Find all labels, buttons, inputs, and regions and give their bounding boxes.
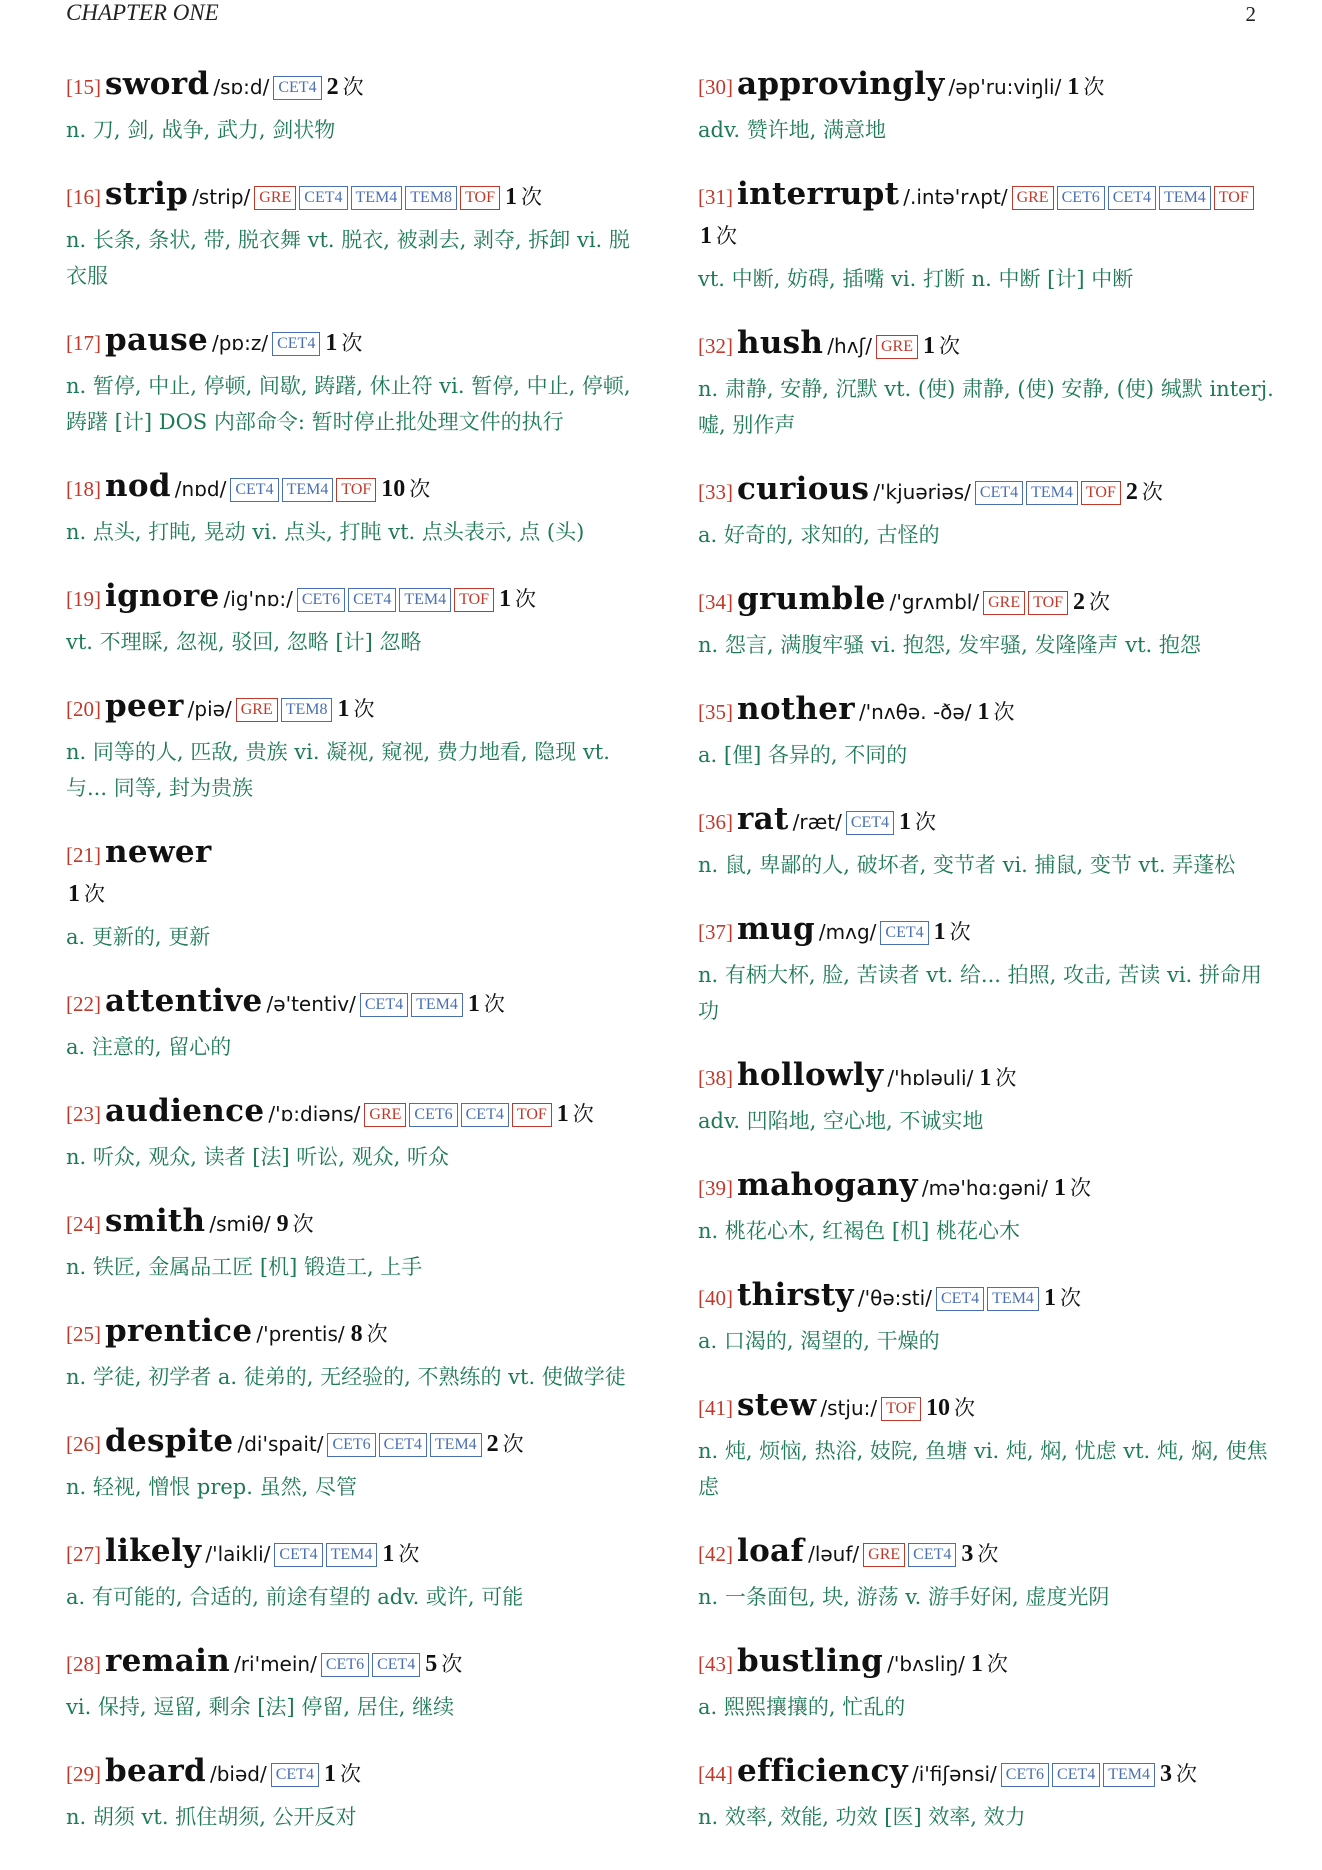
vocab-entry [66, 1093, 644, 1175]
exam-tag: TEM4 [351, 186, 403, 210]
entry-frequency: 1 [323, 1761, 336, 1787]
frequency-unit: 次 [939, 334, 960, 358]
entry-definition: a. 有可能的, 合适的, 前途有望的 adv. 或许, 可能 [66, 1585, 524, 1609]
entry-index: [23] [66, 1102, 101, 1126]
entry-phonetic: /ræt/ [792, 810, 842, 834]
entry-frequency: 1 [499, 586, 512, 612]
entry-word: thirsty [737, 1277, 854, 1313]
exam-tag: TEM4 [430, 1433, 482, 1457]
vocab-entry [698, 325, 1276, 443]
frequency-unit: 次 [84, 882, 105, 906]
entry-definition: n. 鼠, 卑鄙的人, 破坏者, 变节者 vi. 捕鼠, 变节 vt. 弄蓬松 [698, 853, 1236, 877]
entry-index: [15] [66, 75, 101, 99]
frequency-unit: 次 [398, 1542, 420, 1566]
frequency-unit: 次 [915, 810, 937, 834]
entry-headword-line [66, 66, 644, 108]
exam-tag: CET4 [273, 76, 321, 100]
exam-tag: TOF [881, 1397, 921, 1421]
entry-frequency: 2 [486, 1431, 499, 1457]
entry-definition: vi. 保持, 逗留, 剩余 [法] 停留, 居住, 继续 [66, 1695, 455, 1719]
vocab-entry [66, 176, 644, 294]
exam-tag: TOF [1028, 591, 1068, 615]
entry-phonetic: /piə/ [187, 697, 232, 721]
entry-phonetic: /ə'tentiv/ [266, 992, 356, 1016]
entry-phonetic: /sɒ:d/ [213, 75, 270, 99]
entry-phonetic: /pɒ:z/ [211, 331, 269, 355]
entry-index: [36] [698, 810, 733, 834]
entry-phonetic: /'bʌsliŋ/ [887, 1652, 965, 1676]
vocab-entry [698, 691, 1276, 773]
entry-definition: n. 怨言, 满腹牢骚 vi. 抱怨, 发牢骚, 发隆隆声 vt. 抱怨 [698, 633, 1201, 657]
entry-phonetic: /ləuf/ [808, 1542, 860, 1566]
entry-definition: n. 一条面包, 块, 游荡 v. 游手好闲, 虚度光阴 [698, 1585, 1110, 1609]
exam-tag: TOF [1081, 481, 1121, 505]
entry-index: [38] [698, 1066, 733, 1090]
exam-tag: TEM8 [405, 186, 457, 210]
entry-frequency: 1 [979, 1065, 992, 1091]
entry-word: smith [105, 1203, 206, 1239]
entry-phonetic: /strip/ [192, 185, 251, 209]
frequency-unit: 次 [1083, 75, 1105, 99]
entry-frequency: 1 [382, 1541, 395, 1567]
entry-frequency: 1 [556, 1101, 569, 1127]
entry-index: [44] [698, 1762, 733, 1786]
entry-phonetic: /stju:/ [820, 1396, 878, 1420]
entry-definition: vt. 不理睬, 忽视, 驳回, 忽略 [计] 忽略 [66, 630, 422, 654]
entry-definition: a. 注意的, 留心的 [66, 1035, 232, 1059]
vocab-entry [698, 176, 1276, 297]
exam-tag: TEM4 [1159, 186, 1211, 210]
frequency-unit: 次 [949, 920, 971, 944]
entry-frequency: 1 [970, 1651, 983, 1677]
entry-index: [26] [66, 1432, 101, 1456]
frequency-unit: 次 [409, 477, 431, 501]
entry-headword-line [698, 1057, 1276, 1099]
entry-headword-line [698, 471, 1276, 513]
exam-tag: CET4 [1052, 1763, 1100, 1787]
entry-index: [39] [698, 1176, 733, 1200]
frequency-unit: 次 [483, 992, 505, 1016]
entry-index: [42] [698, 1542, 733, 1566]
frequency-unit: 次 [993, 700, 1015, 724]
entry-word: hollowly [737, 1057, 884, 1093]
entry-word: loaf [737, 1533, 805, 1569]
entry-headword-line [66, 1093, 644, 1135]
exam-tag: CET4 [975, 481, 1023, 505]
page-header [66, 0, 1256, 30]
entry-word: despite [105, 1423, 234, 1459]
entry-frequency: 1 [977, 699, 990, 725]
exam-tag: CET6 [321, 1653, 369, 1677]
entry-definition: a. 更新的, 更新 [66, 925, 211, 949]
vocab-entry [66, 983, 644, 1065]
entry-frequency: 1 [467, 991, 480, 1017]
exam-tag: CET4 [1108, 186, 1156, 210]
vocab-entry [66, 468, 644, 550]
entry-frequency: 1 [1067, 74, 1080, 100]
exam-tag: GRE [254, 186, 296, 210]
entry-phonetic: /ri'mein/ [234, 1652, 317, 1676]
entry-headword-line [698, 1533, 1276, 1575]
frequency-unit: 次 [986, 1652, 1008, 1676]
entry-headword-line [66, 578, 644, 620]
entry-index: [41] [698, 1396, 733, 1420]
frequency-unit: 次 [292, 1212, 314, 1236]
exam-tag: TOF [460, 186, 500, 210]
entry-headword-line [66, 1313, 644, 1355]
frequency-unit: 次 [1089, 590, 1111, 614]
exam-tag: TEM4 [987, 1287, 1039, 1311]
exam-tag: CET4 [461, 1103, 509, 1127]
frequency-unit: 次 [341, 331, 363, 355]
entry-word: likely [105, 1533, 202, 1569]
vocab-entry [66, 1313, 644, 1395]
entry-phonetic: /i'fiʃənsi/ [911, 1762, 997, 1786]
entry-frequency: 10 [381, 476, 406, 502]
vocab-entry [66, 1533, 644, 1615]
entry-headword-line [66, 322, 644, 364]
entry-word: remain [105, 1643, 231, 1679]
entry-word: strip [105, 176, 189, 212]
frequency-unit: 次 [521, 185, 542, 209]
vocab-entry [698, 1277, 1276, 1359]
entry-word: mug [737, 911, 815, 947]
entry-index: [37] [698, 920, 733, 944]
left-column [66, 66, 644, 1863]
frequency-unit: 次 [716, 224, 737, 248]
vocab-entry [66, 1753, 644, 1835]
entry-headword-line [698, 176, 1276, 257]
entry-headword-line [698, 66, 1276, 108]
entry-word: sword [105, 66, 210, 102]
entry-phonetic: /'laikli/ [205, 1542, 271, 1566]
entry-word: audience [105, 1093, 265, 1129]
exam-tag: CET4 [230, 478, 278, 502]
frequency-unit: 次 [954, 1396, 976, 1420]
exam-tag: CET4 [908, 1543, 956, 1567]
entry-headword-line [698, 801, 1276, 843]
entry-index: [24] [66, 1212, 101, 1236]
entry-frequency: 1 [505, 184, 517, 210]
entry-definition: n. 同等的人, 匹敌, 贵族 vi. 凝视, 窥视, 费力地看, 隐现 vt. 与... 同等, 封为贵族 [66, 740, 610, 800]
entry-phonetic: /'nʌθə. -ðə/ [858, 700, 972, 724]
vocab-entry [66, 1423, 644, 1505]
vocab-entry [698, 1643, 1276, 1725]
entry-index: [35] [698, 700, 733, 724]
frequency-unit: 次 [515, 587, 537, 611]
frequency-unit: 次 [353, 697, 375, 721]
entry-definition: a. 熙熙攘攘的, 忙乱的 [698, 1695, 906, 1719]
frequency-unit: 次 [342, 75, 364, 99]
entry-word: beard [105, 1753, 206, 1789]
vocab-entry [66, 688, 644, 806]
entry-phonetic: /ig'nɒ:/ [223, 587, 293, 611]
entry-headword-line [698, 1167, 1276, 1209]
chapter-title: CHAPTER ONE [66, 0, 219, 25]
entry-word: approvingly [737, 66, 945, 102]
exam-tag: TOF [336, 478, 376, 502]
entry-phonetic: /mʌg/ [818, 920, 877, 944]
entry-phonetic: /smiθ/ [209, 1212, 271, 1236]
exam-tag: GRE [236, 698, 278, 722]
entry-phonetic: /di'spait/ [237, 1432, 324, 1456]
entry-headword-line [698, 691, 1276, 733]
exam-tag: TOF [512, 1103, 552, 1127]
entry-frequency: 1 [68, 881, 80, 907]
entry-frequency: 3 [1160, 1761, 1173, 1787]
entry-phonetic: /'prentis/ [256, 1322, 345, 1346]
vocab-entry [698, 1753, 1276, 1835]
entry-word: ignore [105, 578, 220, 614]
frequency-unit: 次 [366, 1322, 388, 1346]
entry-word: nother [737, 691, 855, 727]
entry-phonetic: /hʌʃ/ [827, 334, 872, 358]
entry-definition: a. [俚] 各异的, 不同的 [698, 743, 908, 767]
entry-frequency: 1 [899, 809, 912, 835]
entry-definition: n. 炖, 烦恼, 热浴, 妓院, 鱼塘 vi. 炖, 焖, 忧虑 vt. 炖, 焖, 使焦虑 [698, 1439, 1268, 1499]
entry-word: hush [737, 325, 824, 361]
entry-definition: n. 肃静, 安静, 沉默 vt. (使) 肃静, (使) 安静, (使) 缄默 interj. 嘘, 别作声 [698, 377, 1274, 437]
exam-tag: CET6 [297, 588, 345, 612]
vocab-entry [698, 801, 1276, 883]
entry-word: bustling [737, 1643, 884, 1679]
exam-tag: CET4 [299, 186, 347, 210]
entry-definition: n. 有柄大杯, 脸, 苦读者 vt. 给... 拍照, 攻击, 苦读 vi. 拼命用功 [698, 963, 1262, 1023]
entry-word: stew [737, 1387, 817, 1423]
exam-tag: GRE [983, 591, 1025, 615]
entry-word: grumble [737, 581, 886, 617]
vocab-entry [698, 1057, 1276, 1139]
entry-word: nod [105, 468, 171, 504]
entry-index: [17] [66, 331, 101, 355]
vocab-entry [698, 1533, 1276, 1615]
exam-tag: CET4 [936, 1287, 984, 1311]
entry-definition: n. 胡须 vt. 抓住胡须, 公开反对 [66, 1805, 357, 1829]
entry-index: [18] [66, 477, 101, 501]
entry-frequency: 1 [700, 223, 712, 249]
exam-tag: CET4 [379, 1433, 427, 1457]
exam-tag: CET4 [348, 588, 396, 612]
entry-definition: n. 轻视, 憎恨 prep. 虽然, 尽管 [66, 1475, 357, 1499]
entry-definition: n. 长条, 条状, 带, 脱衣舞 vt. 脱衣, 被剥去, 剥夺, 拆卸 vi. 脱衣服 [66, 228, 630, 288]
entry-frequency: 2 [1073, 589, 1086, 615]
entry-definition: vt. 中断, 妨碍, 插嘴 vi. 打断 n. 中断 [计] 中断 [698, 267, 1134, 291]
entry-phonetic: /'θə:sti/ [857, 1286, 932, 1310]
right-column [698, 66, 1276, 1863]
vocab-entry [698, 1167, 1276, 1249]
entry-frequency: 5 [425, 1651, 438, 1677]
exam-tag: CET6 [409, 1103, 457, 1127]
entry-word: pause [105, 322, 208, 358]
exam-tag: TEM4 [399, 588, 451, 612]
exam-tag: TEM4 [411, 993, 463, 1017]
entry-headword-line [698, 325, 1276, 367]
frequency-unit: 次 [977, 1542, 999, 1566]
entry-word: efficiency [737, 1753, 908, 1789]
exam-tag: CET4 [274, 1543, 322, 1567]
entry-headword-line [66, 1423, 644, 1465]
entry-headword-line [66, 468, 644, 510]
exam-tag: CET4 [271, 1763, 319, 1787]
exam-tag: GRE [863, 1543, 905, 1567]
entry-definition: n. 效率, 效能, 功效 [医] 效率, 效力 [698, 1805, 1026, 1829]
entry-index: [40] [698, 1286, 733, 1310]
entry-index: [31] [698, 185, 733, 209]
entry-phonetic: /mə'hɑ:gəni/ [921, 1176, 1048, 1200]
entry-definition: adv. 赞许地, 满意地 [698, 118, 887, 142]
entry-index: [28] [66, 1652, 101, 1676]
entry-definition: adv. 凹陷地, 空心地, 不诚实地 [698, 1109, 984, 1133]
exam-tag: TEM4 [1103, 1763, 1155, 1787]
frequency-unit: 次 [572, 1102, 594, 1126]
entry-headword-line [698, 1753, 1276, 1795]
entry-headword-line [66, 1203, 644, 1245]
entry-definition: n. 听众, 观众, 读者 [法] 听讼, 观众, 听众 [66, 1145, 450, 1169]
entry-frequency: 2 [1125, 479, 1138, 505]
exam-tag: GRE [1012, 186, 1054, 210]
entry-definition: a. 好奇的, 求知的, 古怪的 [698, 523, 940, 547]
exam-tag: CET4 [880, 921, 928, 945]
entry-headword-line [698, 1643, 1276, 1685]
vocab-entry [698, 471, 1276, 553]
entry-definition: a. 口渴的, 渴望的, 干燥的 [698, 1329, 940, 1353]
entry-frequency: 1 [933, 919, 946, 945]
exam-tag: CET6 [1001, 1763, 1049, 1787]
vocab-entry [66, 322, 644, 440]
entry-word: rat [737, 801, 789, 837]
entry-headword-line [66, 688, 644, 730]
entry-index: [29] [66, 1762, 101, 1786]
entry-index: [30] [698, 75, 733, 99]
vocab-entry [66, 1643, 644, 1725]
entry-phonetic: /'ɒ:diəns/ [268, 1102, 361, 1126]
entry-frequency: 2 [326, 74, 339, 100]
entry-frequency: 1 [337, 696, 350, 722]
entry-word: attentive [105, 983, 263, 1019]
entry-index: [32] [698, 334, 733, 358]
entry-index: [27] [66, 1542, 101, 1566]
entry-definition: n. 刀, 剑, 战争, 武力, 剑状物 [66, 118, 336, 142]
frequency-unit: 次 [995, 1066, 1017, 1090]
entry-index: [34] [698, 590, 733, 614]
entry-definition: n. 暂停, 中止, 停顿, 间歇, 踌躇, 休止符 vi. 暂停, 中止, 停顿, 踌躇 [计] DOS 内部命令: 暂时停止批处理文件的执行 [66, 374, 631, 434]
entry-headword-line [66, 834, 644, 915]
entry-index: [16] [66, 185, 101, 209]
entry-phonetic: /biəd/ [210, 1762, 267, 1786]
frequency-unit: 次 [1141, 480, 1163, 504]
entry-index: [20] [66, 697, 101, 721]
entry-headword-line [66, 1643, 644, 1685]
entry-phonetic: /'hɒləuli/ [887, 1066, 974, 1090]
entry-phonetic: /əp'ru:viŋli/ [948, 75, 1062, 99]
entry-frequency: 3 [961, 1541, 974, 1567]
exam-tag: CET4 [360, 993, 408, 1017]
exam-tag: CET4 [372, 1653, 420, 1677]
entry-headword-line [66, 176, 644, 218]
frequency-unit: 次 [441, 1652, 463, 1676]
exam-tag: TOF [454, 588, 494, 612]
entry-headword-line [698, 1387, 1276, 1429]
exam-tag: GRE [364, 1103, 406, 1127]
entry-word: newer [105, 834, 212, 870]
entry-phonetic: /nɒd/ [174, 477, 227, 501]
exam-tag: TEM4 [282, 478, 334, 502]
vocab-entry [66, 578, 644, 660]
vocab-entry [66, 1203, 644, 1285]
vocab-entry [698, 1387, 1276, 1505]
entry-phonetic: /'kjuəriəs/ [873, 480, 971, 504]
frequency-unit: 次 [339, 1762, 361, 1786]
entry-index: [19] [66, 587, 101, 611]
entry-definition: n. 点头, 打盹, 晃动 vi. 点头, 打盹 vt. 点头表示, 点 (头) [66, 520, 585, 544]
entry-word: mahogany [737, 1167, 918, 1203]
entry-frequency: 1 [1053, 1175, 1066, 1201]
exam-tag: GRE [876, 335, 918, 359]
entry-word: curious [737, 471, 870, 507]
entry-frequency: 1 [1043, 1285, 1056, 1311]
exam-tag: TOF [1214, 186, 1254, 210]
entry-index: [33] [698, 480, 733, 504]
entry-index: [22] [66, 992, 101, 1016]
vocab-entry [698, 66, 1276, 148]
vocab-entry [698, 581, 1276, 663]
exam-tag: CET4 [846, 811, 894, 835]
entry-frequency: 10 [926, 1395, 951, 1421]
entry-phonetic: /'grʌmbl/ [889, 590, 980, 614]
entry-frequency: 9 [276, 1211, 289, 1237]
entry-headword-line [66, 1753, 644, 1795]
vocab-entry [66, 66, 644, 148]
entry-definition: n. 学徒, 初学者 a. 徒弟的, 无经验的, 不熟练的 vt. 使做学徒 [66, 1365, 626, 1389]
frequency-unit: 次 [502, 1432, 524, 1456]
entry-index: [21] [66, 843, 101, 867]
entry-word: peer [105, 688, 184, 724]
entry-phonetic: /.intə'rʌpt/ [903, 185, 1008, 209]
entry-frequency: 1 [325, 330, 338, 356]
page-number: 2 [1245, 2, 1256, 26]
entry-headword-line [66, 1533, 644, 1575]
entry-headword-line [698, 581, 1276, 623]
exam-tag: CET6 [327, 1433, 375, 1457]
frequency-unit: 次 [1059, 1286, 1081, 1310]
entry-index: [25] [66, 1322, 101, 1346]
entry-definition: n. 铁匠, 金属品工匠 [机] 锻造工, 上手 [66, 1255, 423, 1279]
exam-tag: CET6 [1057, 186, 1105, 210]
entry-frequency: 8 [350, 1321, 363, 1347]
entry-headword-line [66, 983, 644, 1025]
exam-tag: TEM4 [1026, 481, 1078, 505]
entry-word: interrupt [737, 176, 900, 212]
entry-headword-line [698, 911, 1276, 953]
exam-tag: CET4 [272, 332, 320, 356]
exam-tag: TEM4 [326, 1543, 378, 1567]
exam-tag: TEM8 [281, 698, 333, 722]
frequency-unit: 次 [1069, 1176, 1091, 1200]
entry-frequency: 1 [923, 333, 935, 359]
vocab-entry [698, 911, 1276, 1029]
entry-headword-line [698, 1277, 1276, 1319]
entry-word: prentice [105, 1313, 253, 1349]
entry-definition: n. 桃花心木, 红褐色 [机] 桃花心木 [698, 1219, 1020, 1243]
entry-index: [43] [698, 1652, 733, 1676]
vocab-entry [66, 834, 644, 955]
frequency-unit: 次 [1176, 1762, 1198, 1786]
